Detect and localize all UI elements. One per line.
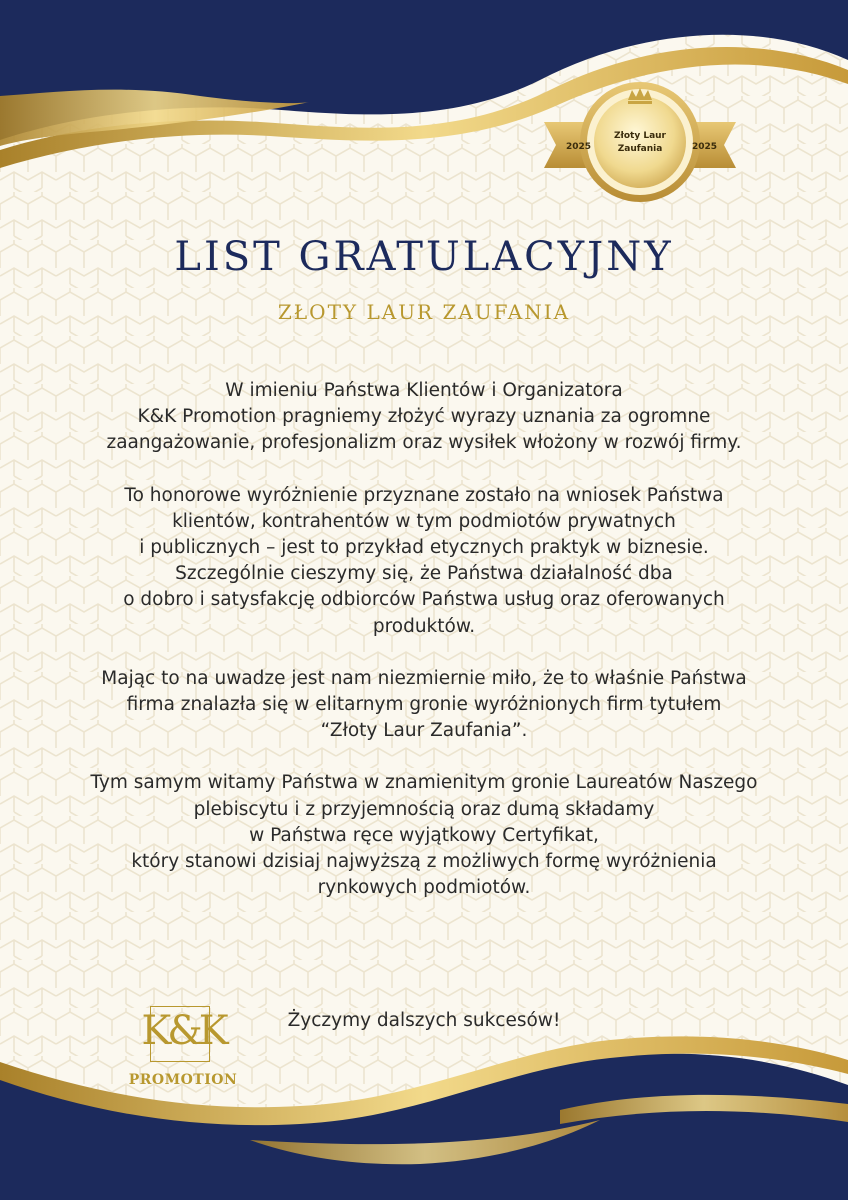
text-line: Mając to na uwadze jest nam niezmiernie miło, że to właśnie Państwa xyxy=(101,667,747,689)
seal-year-right: 2025 xyxy=(692,142,718,152)
seal-line-2: Zaufania xyxy=(617,144,663,154)
text-line: zaangażowanie, profesjonalizm oraz wysiłek włożony w rozwój firmy. xyxy=(106,432,742,454)
text-line: rynkowych podmiotów. xyxy=(317,877,531,899)
text-line: K&K Promotion pragniemy złożyć wyrazy uznania za ogromne xyxy=(137,406,711,428)
seal-year-left: 2025 xyxy=(566,142,592,152)
text-line: i publicznych – jest to przykład etycznych praktyk w biznesie. xyxy=(139,537,709,559)
letter-body xyxy=(10,378,838,927)
paragraph-2 xyxy=(10,483,838,640)
paragraph-1 xyxy=(10,378,838,457)
closing-line: Życzymy dalszych sukcesów! xyxy=(287,1010,561,1031)
page-subtitle: ZŁOTY LAUR ZAUFANIA xyxy=(277,300,571,324)
logo-word: PROMOTION xyxy=(128,1072,238,1088)
text-line: To honorowe wyróżnienie przyznane zostało na wniosek Państwa xyxy=(124,484,724,506)
text-line: W imieniu Państwa Klientów i Organizatora xyxy=(225,380,623,401)
text-line: klientów, kontrahentów w tym podmiotów prywatnych xyxy=(172,510,676,532)
seal-line-1: Złoty Laur xyxy=(613,131,667,141)
paragraph-3 xyxy=(10,666,838,745)
logo-letters: K&K xyxy=(141,1008,225,1054)
page-title: LIST GRATULACYJNY xyxy=(174,234,674,280)
award-seal xyxy=(540,80,740,210)
text-line: Tym samym witamy Państwa w znamienitym gronie Laureatów Naszego xyxy=(90,772,758,794)
text-line: produktów. xyxy=(372,615,476,637)
text-line: “Złoty Laur Zaufania”. xyxy=(320,720,528,742)
text-line: o dobro i satysfakcję odbiorców Państwa usług oraz oferowanych xyxy=(123,589,725,611)
text-line: plebiscytu i z przyjemnością oraz dumą składamy xyxy=(193,798,655,820)
text-line: w Państwa ręce wyjątkowy Certyfikat, xyxy=(249,824,599,846)
text-line: Szczególnie cieszymy się, że Państwa działalność dba xyxy=(175,563,673,585)
paragraph-4 xyxy=(10,770,838,901)
text-line: który stanowi dzisiaj najwyższą z możliwych formę wyróżnienia xyxy=(131,851,717,873)
text-line: firma znalazła się w elitarnym gronie wyróżnionych firm tytułem xyxy=(126,694,722,716)
kk-promotion-logo xyxy=(118,1000,248,1095)
